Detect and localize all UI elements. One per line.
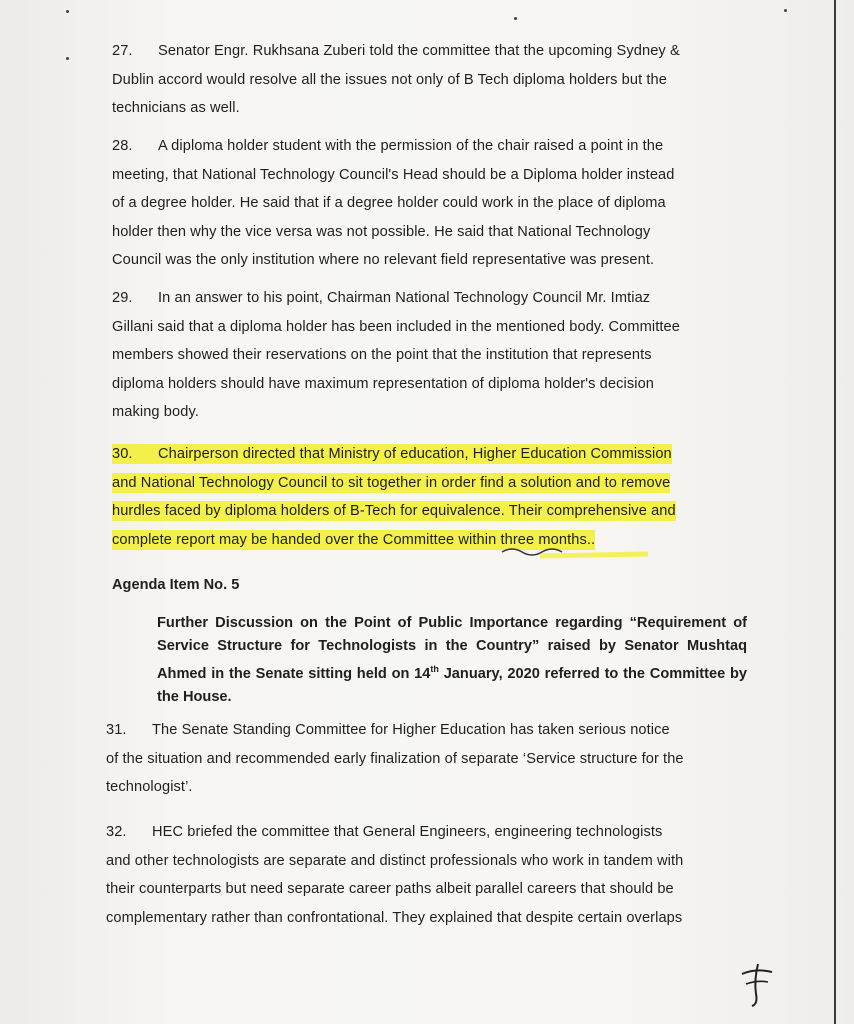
paragraph-line: Chairperson directed that Ministry of education, Higher Education Commission — [158, 446, 672, 462]
paragraph-line: complete report may be handed over the Committee within three months.. — [112, 531, 596, 548]
paragraph-line: technologist’. — [106, 779, 193, 795]
paragraph-number: 32. — [106, 824, 127, 840]
paragraph-line: of the situation and recommended early finalization of separate ‘Service structure for the — [106, 750, 684, 767]
agenda-heading: Agenda Item No. 5 — [112, 577, 240, 593]
paragraph-line: and National Technology Council to sit together in order find a solution and to remove — [112, 474, 671, 491]
speck — [514, 17, 517, 20]
paragraph-line: diploma holders should have maximum representation of diploma holder's decision — [112, 375, 655, 392]
paragraph-30-highlighted — [112, 440, 740, 554]
paragraph-29 — [112, 284, 740, 427]
paragraph-line: and other technologists are separate and distinct professionals who work in tandem with — [106, 852, 684, 869]
paragraph-number: 29. — [112, 290, 133, 306]
agenda-text: January, 2020 referred to the Committee by the House. — [157, 665, 747, 705]
paragraph-line: Senator Engr. Rukhsana Zuberi told the committee that the upcoming Sydney & — [158, 43, 680, 59]
paragraph-line: In an answer to his point, Chairman National Technology Council Mr. Imtiaz — [158, 290, 651, 306]
paragraph-line: making body. — [112, 404, 199, 420]
agenda-superscript: th — [430, 664, 439, 674]
paragraph-number: 27. — [112, 43, 133, 59]
page-edge-shadow — [834, 0, 836, 1024]
paragraph-number: 31. — [106, 722, 127, 738]
paragraph-line: A diploma holder student with the permission of the chair raised a point in the — [158, 138, 664, 154]
speck — [784, 9, 787, 12]
handwritten-underline-mark — [500, 542, 650, 562]
paragraph-line: their counterparts but need separate career paths albeit parallel careers that should be — [106, 881, 674, 897]
paragraph-line: Gillani said that a diploma holder has been included in the mentioned body. Committee — [112, 318, 680, 335]
paragraph-line: holder then why the vice versa was not possible. He said that National Technology — [112, 223, 651, 240]
paragraph-line: meeting, that National Technology Council's Head should be a Diploma holder instead — [112, 166, 675, 183]
paragraph-line: hurdles faced by diploma holders of B-Tech for equivalence. Their comprehensive and — [112, 503, 676, 519]
paragraph-line: Council was the only institution where no relevant field representative was present. — [112, 252, 655, 268]
paragraph-27 — [112, 37, 740, 123]
paragraph-line: Dublin accord would resolve all the issues not only of B Tech diploma holders but the — [112, 71, 667, 88]
speck — [66, 10, 69, 13]
handwritten-initial-mark — [738, 960, 778, 1010]
paragraph-line: technicians as well. — [112, 100, 240, 116]
paragraph-line: The Senate Standing Committee for Higher Education has taken serious notice — [152, 722, 670, 738]
paragraph-line: complementary rather than confrontational. They explained that despite certain overlaps — [106, 909, 683, 926]
paragraph-line: of a degree holder. He said that if a degree holder could work in the place of diploma — [112, 195, 666, 211]
paragraph-31 — [106, 716, 748, 802]
paragraph-number: 28. — [112, 138, 133, 154]
agenda-text: Further Discussion on the Point of Public Importance regarding “Requirement of Service Structure for Technologists in the Country” raised by Senator Mushtaq Ahmed in the Senate sitting held on 14 — [157, 615, 747, 682]
paragraph-32 — [106, 818, 748, 932]
paragraph-number: 30. — [112, 446, 133, 462]
paragraph-28 — [112, 132, 740, 275]
agenda-description — [157, 612, 747, 709]
speck — [66, 57, 69, 60]
paragraph-line: members showed their reservations on the point that the institution that represents — [112, 347, 652, 363]
paragraph-line: HEC briefed the committee that General Engineers, engineering technologists — [152, 824, 663, 840]
